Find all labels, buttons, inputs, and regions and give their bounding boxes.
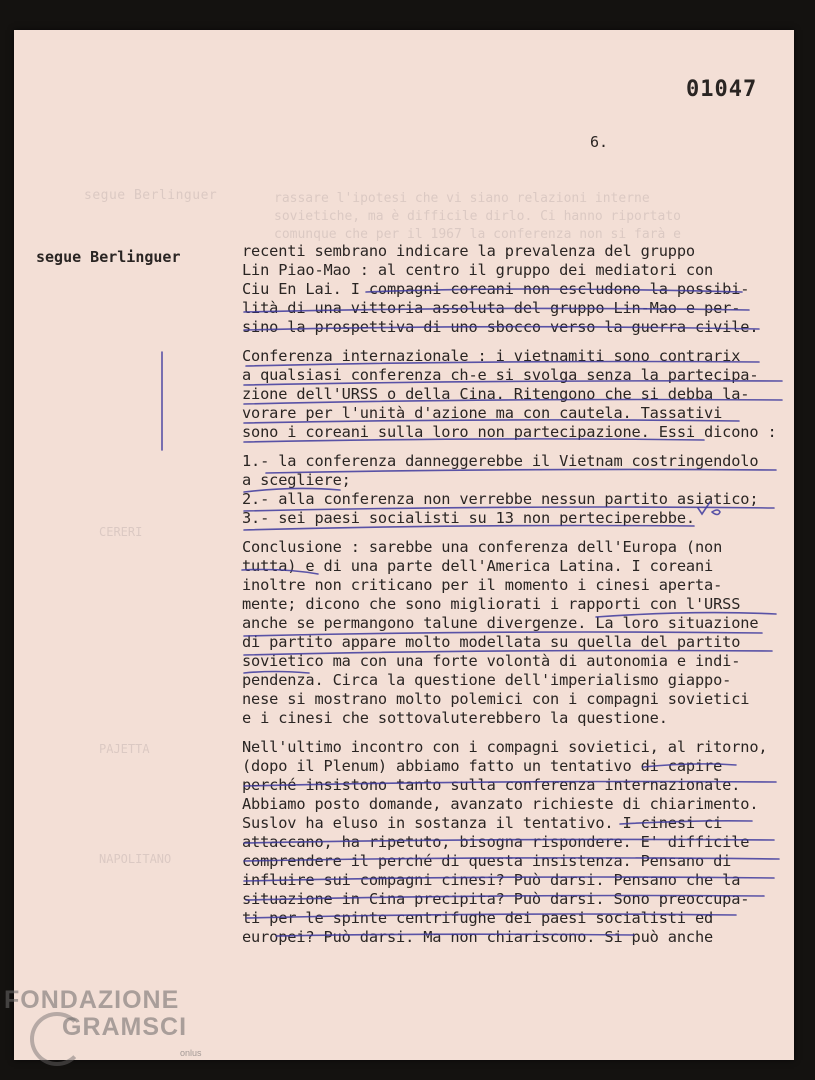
paragraph-3-list (242, 452, 792, 528)
show-through-side-1: CERERI (99, 525, 143, 539)
text-line: perché insistono tanto sulla conferenza internazionale. (242, 776, 741, 794)
text-line: lità di una vittoria assoluta del gruppo Lin-Mao e per- (242, 299, 741, 317)
text-line: sino la prospettiva di uno sbocco verso la guerra civile. (242, 318, 759, 336)
watermark-g-icon (30, 1012, 84, 1066)
paragraph-2 (242, 347, 792, 442)
text-line: recenti sembrano indicare la prevalenza del gruppo (242, 242, 695, 260)
text-line: Nell'ultimo incontro con i compagni sovietici, al ritorno, (242, 738, 768, 756)
text-line: Suslov ha eluso in sostanza il tentativo. I cinesi ci (242, 814, 723, 832)
text-line: situazione in Cina precipita? Può darsi. Sono preoccupa- (242, 890, 750, 908)
text-line: influire sui compagni cinesi? Può darsi. Pensano che la (242, 871, 741, 889)
paragraph-5 (242, 738, 792, 947)
text-line: zione dell'URSS o della Cina. Ritengono che si debba la- (242, 385, 750, 403)
speaker-label: segue Berlinguer (36, 248, 181, 266)
text-line: Abbiamo posto domande, avanzato richieste di chiarimento. (242, 795, 759, 813)
text-line: nese si mostrano molto polemici con i compagni sovietici (242, 690, 750, 708)
text-line: Conclusione : sarebbe una conferenza dell'Europa (non (242, 538, 723, 556)
watermark-line-2: GRAMSCI (62, 1013, 188, 1041)
show-through-side-2: PAJETTA (99, 742, 150, 756)
text-line: Lin Piao-Mao : al centro il gruppo dei mediatori con (242, 261, 714, 279)
text-line: (dopo il Plenum) abbiamo fatto un tentativo di capire (242, 757, 723, 775)
list-item: 1.- la conferenza danneggerebbe il Vietnam costringendolo (242, 452, 759, 470)
text-line: ti per le spinte centrifughe dei paesi socialisti ed (242, 909, 714, 927)
text-line: tutta) e di una parte dell'America Latina. I coreani (242, 557, 714, 575)
text-line: mente; dicono che sono migliorati i rapporti con l'URSS (242, 595, 741, 613)
text-line: e i cinesi che sottovaluterebbero la questione. (242, 709, 668, 727)
text-line: di partito appare molto modellata su quella del partito (242, 633, 741, 651)
text-line: europei? Può darsi. Ma non chiariscono. Si può anche (242, 928, 714, 946)
text-line: Conferenza internazionale : i vietnamiti sono contrarix (242, 347, 741, 365)
text-line: sovietico ma con una forte volontà di autonomia e indi- (242, 652, 741, 670)
paragraph-4 (242, 538, 792, 728)
document-page (14, 30, 794, 1060)
watermark-onlus: onlus (180, 1048, 202, 1058)
list-item: a scegliere; (242, 471, 351, 489)
show-through-text: rassare l'ipotesi che vi siano relazioni interne sovietiche, ma è difficile dirlo. Ci hanno riportato comunque che per il 1967 la conferenza non si farà e (274, 191, 681, 242)
text-line: vorare per l'unità d'azione ma con cautela. Tassativi (242, 404, 723, 422)
list-item: 3.- sei paesi socialisti su 13 non perteciperebbe. (242, 509, 695, 527)
paragraph-1 (242, 242, 792, 337)
text-line: comprendere il perché di questa insistenza. Pensano di (242, 852, 732, 870)
list-item: 2.- alla conferenza non verrebbe nessun partito asiatico; (242, 490, 759, 508)
watermark-line-1: FONDAZIONE (4, 986, 180, 1014)
text-line: anche se permangono talune divergenze. La loro situazione (242, 614, 759, 632)
document-number: 01047 (686, 77, 758, 102)
show-through-side-3: NAPOLITANO (99, 852, 172, 866)
body-text (242, 242, 792, 947)
text-line: a qualsiasi conferenza ch-e si svolga senza la partecipa- (242, 366, 759, 384)
text-line: inoltre non criticano per il momento i cinesi aperta- (242, 576, 723, 594)
text-line: sono i coreani sulla loro non partecipazione. Essi dicono : (242, 423, 777, 441)
text-line: attaccano, ha ripetuto, bisogna rispondere. E' difficile (242, 833, 750, 851)
show-through-header: segue Berlinguer (84, 188, 218, 203)
page-number: 6. (590, 133, 609, 151)
text-line: Ciu En Lai. I compagni coreani non escludono la possibi- (242, 280, 750, 298)
text-line: pendenza. Circa la questione dell'imperialismo giappo- (242, 671, 732, 689)
